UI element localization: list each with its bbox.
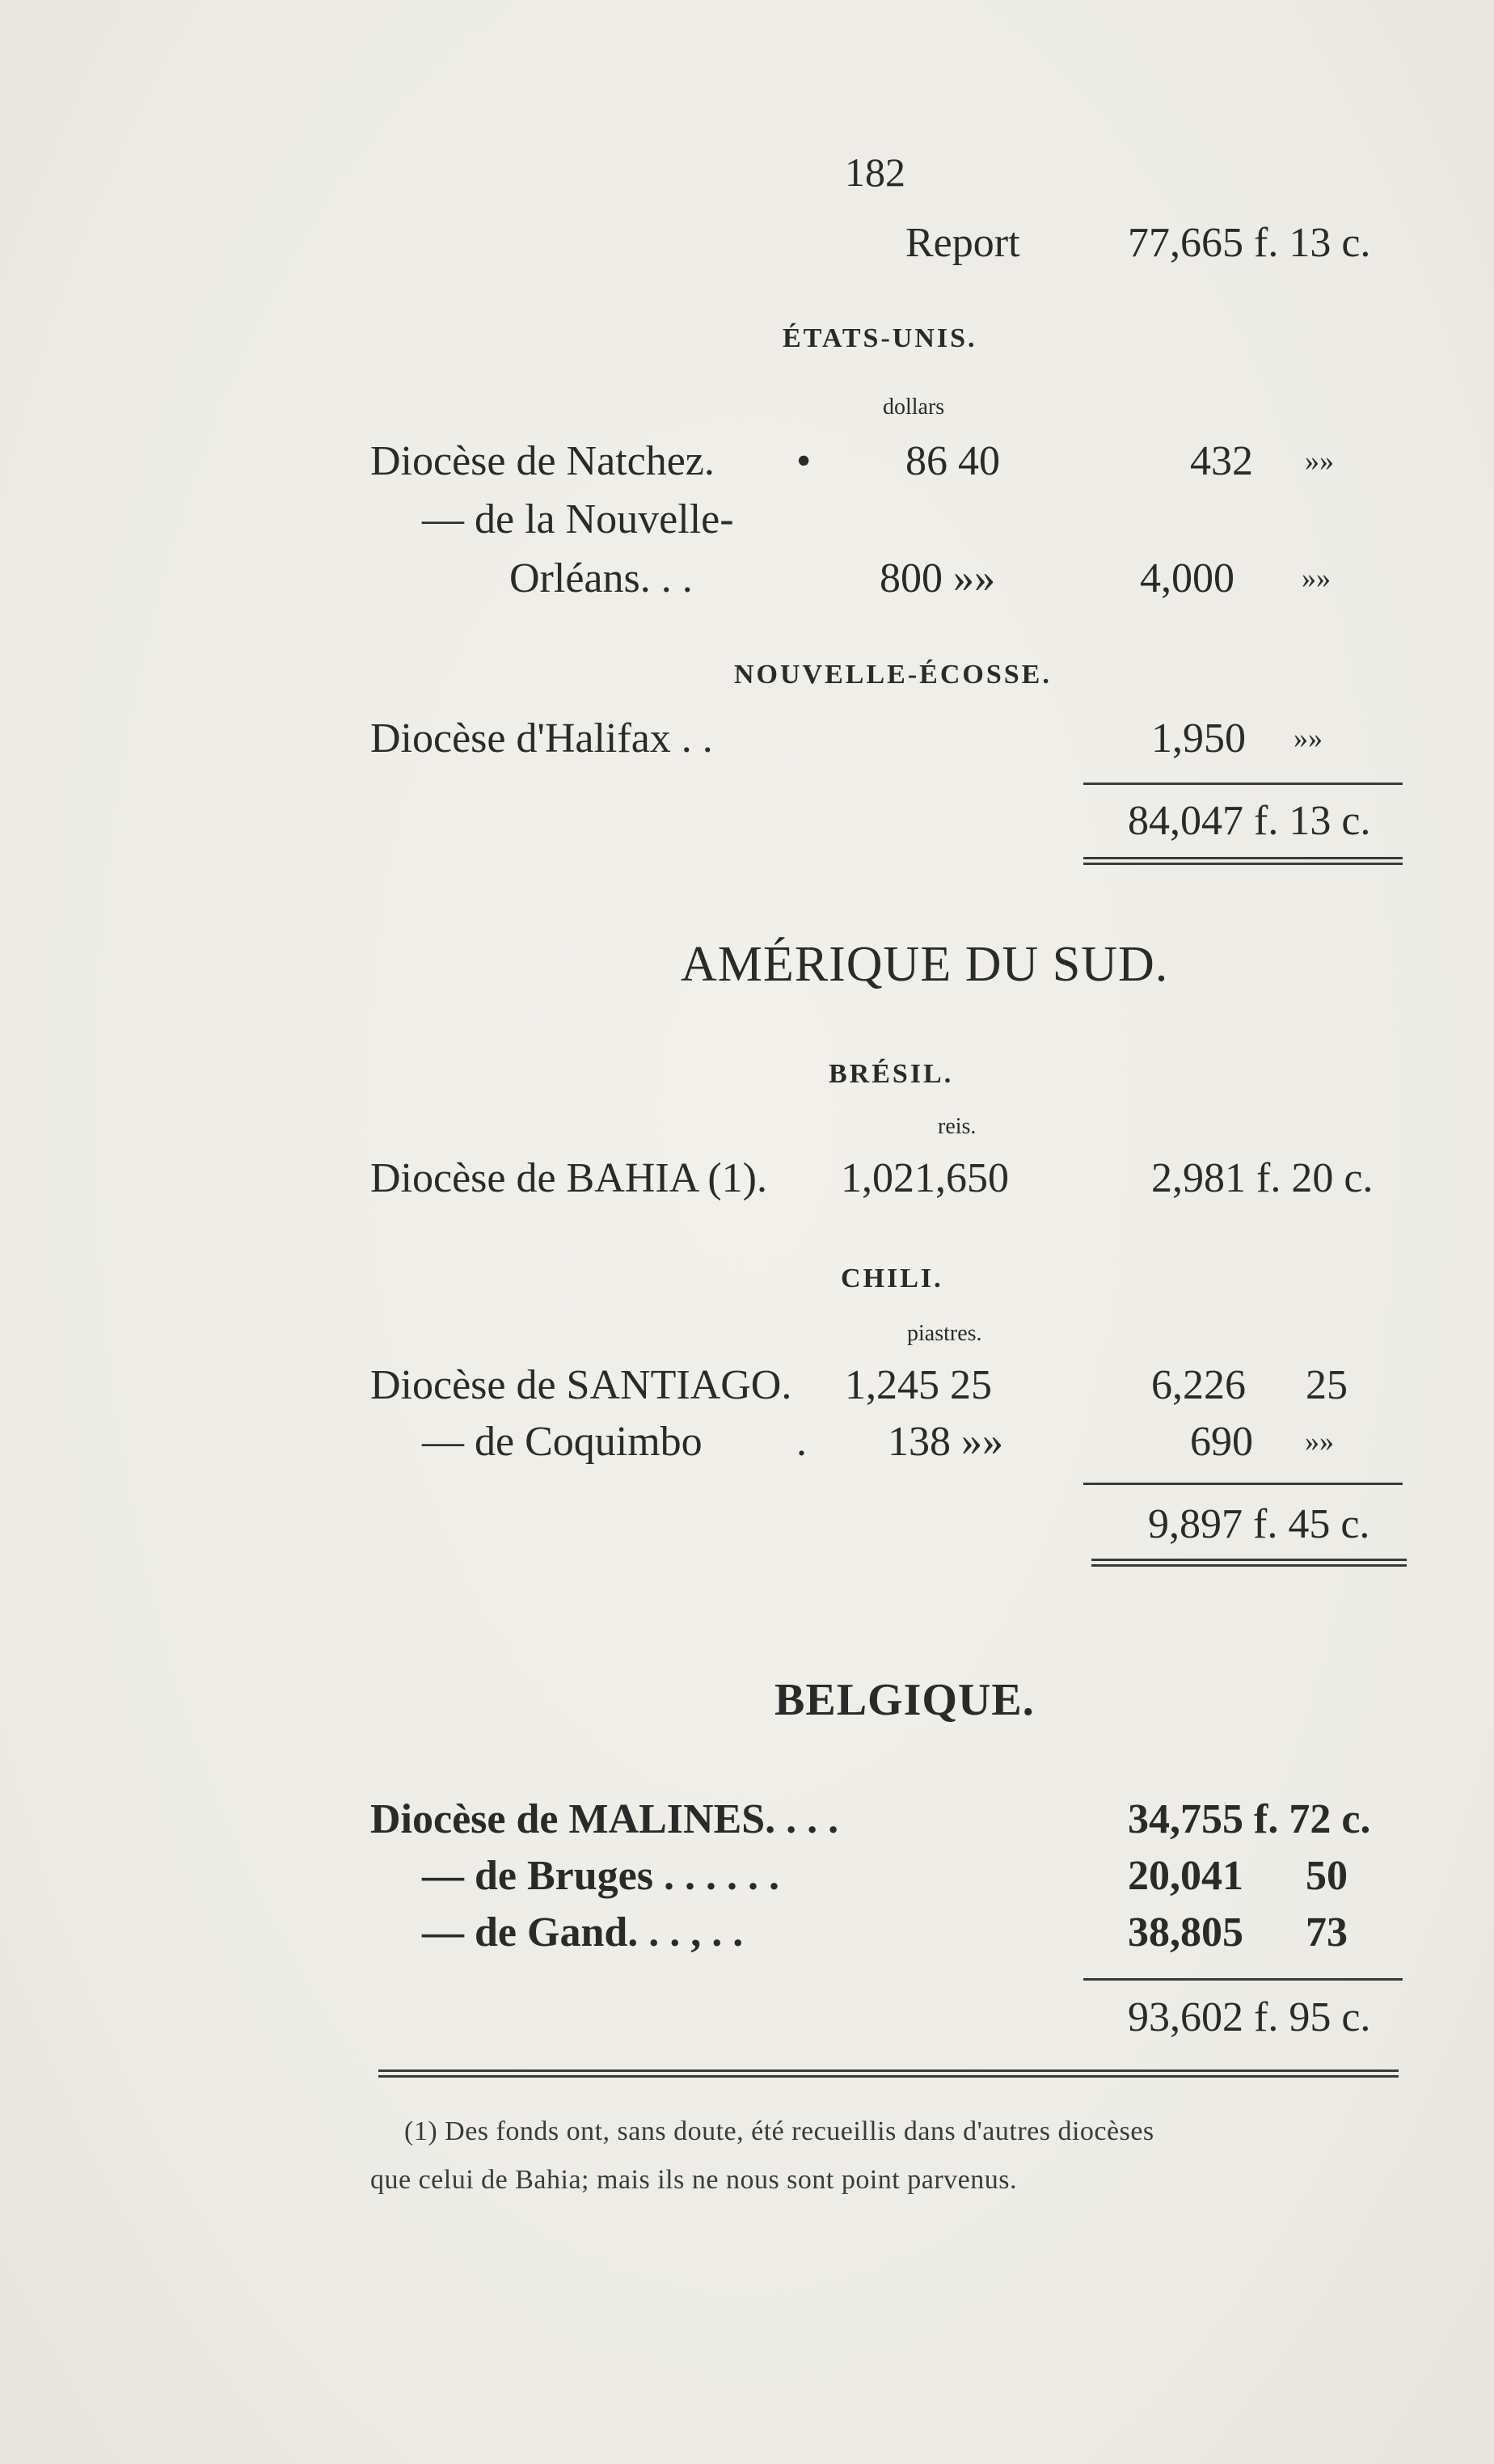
diocese-nouvelle-line2: Orléans. . . [509,555,693,601]
subtotal-north-america: 84,047 f. 13 c. [1128,798,1371,844]
subtotal-rule-2 [1083,1483,1403,1485]
unit-dollars: dollars [883,394,945,420]
santiago-amount: 1,245 25 [845,1362,992,1408]
double-rule-1 [1083,857,1403,865]
diocese-natchez: Diocèse de Natchez. [370,438,715,484]
unit-piastres: piastres. [907,1321,982,1346]
bahia-francs: 2,981 f. 20 c. [1151,1155,1374,1201]
report-amount: 77,665 f. 13 c. [1128,220,1371,266]
orleans-amount: 800 »» [880,555,995,601]
halifax-francs: 1,950 [1151,715,1246,762]
gand-francs: 38,805 [1128,1909,1243,1956]
bruges-francs: 20,041 [1128,1853,1243,1899]
section-heading-bresil: BRÉSIL. [829,1059,954,1089]
report-label: Report [905,220,1020,266]
diocese-gand: — de Gand. . . , . . [422,1909,744,1956]
natchez-amount: 86 40 [905,438,1000,484]
section-heading-etats-unis: ÉTATS-UNIS. [783,323,977,353]
gand-cents: 73 [1306,1909,1348,1956]
halifax-cents: »» [1294,722,1323,754]
heading-belgique: BELGIQUE. [774,1675,1035,1725]
diocese-santiago: Diocèse de SANTIAGO. [370,1362,792,1408]
heading-amerique-du-sud: AMÉRIQUE DU SUD. [681,937,1169,992]
double-rule-2 [1091,1559,1407,1567]
footnote-line-1: (1) Des fonds ont, sans doute, été recueillis dans d'autres diocèses [404,2116,1154,2146]
coquimbo-cents: »» [1305,1425,1334,1458]
natchez-dots: • [796,438,812,484]
subtotal-south-america: 9,897 f. 45 c. [1148,1501,1370,1547]
diocese-coquimbo: — de Coquimbo [422,1419,703,1465]
santiago-francs: 6,226 [1151,1362,1246,1408]
subtotal-belgique: 93,602 f. 95 c. [1128,1994,1371,2040]
natchez-cents: »» [1305,445,1334,477]
page-number: 182 [845,150,905,195]
diocese-bahia: Diocèse de BAHIA (1). [370,1155,767,1201]
orleans-francs: 4,000 [1140,555,1234,601]
coquimbo-francs: 690 [1190,1419,1253,1465]
footnote-rule [378,2070,1399,2078]
section-heading-chili: CHILI. [841,1264,943,1293]
subtotal-rule-3 [1083,1978,1403,1981]
santiago-cents: 25 [1306,1362,1348,1408]
subtotal-rule-1 [1083,783,1403,785]
coquimbo-dots: . [796,1419,807,1465]
orleans-cents: »» [1302,562,1331,594]
diocese-halifax: Diocèse d'Halifax . . [370,715,713,762]
unit-reis: reis. [938,1114,977,1139]
natchez-francs: 432 [1190,438,1253,484]
malines-francs: 34,755 f. 72 c. [1128,1796,1371,1842]
diocese-malines: Diocèse de MALINES. . . . [370,1796,839,1842]
diocese-bruges: — de Bruges . . . . . . [422,1853,779,1899]
bruges-cents: 50 [1306,1853,1348,1899]
footnote-line-2: que celui de Bahia; mais ils ne nous sont point parvenus. [370,2165,1017,2195]
section-heading-nouvelle-ecosse: NOUVELLE-ÉCOSSE. [734,660,1052,690]
coquimbo-amount: 138 »» [888,1419,1003,1465]
bahia-amount: 1,021,650 [841,1155,1009,1201]
diocese-nouvelle-line1: — de la Nouvelle- [422,496,734,542]
